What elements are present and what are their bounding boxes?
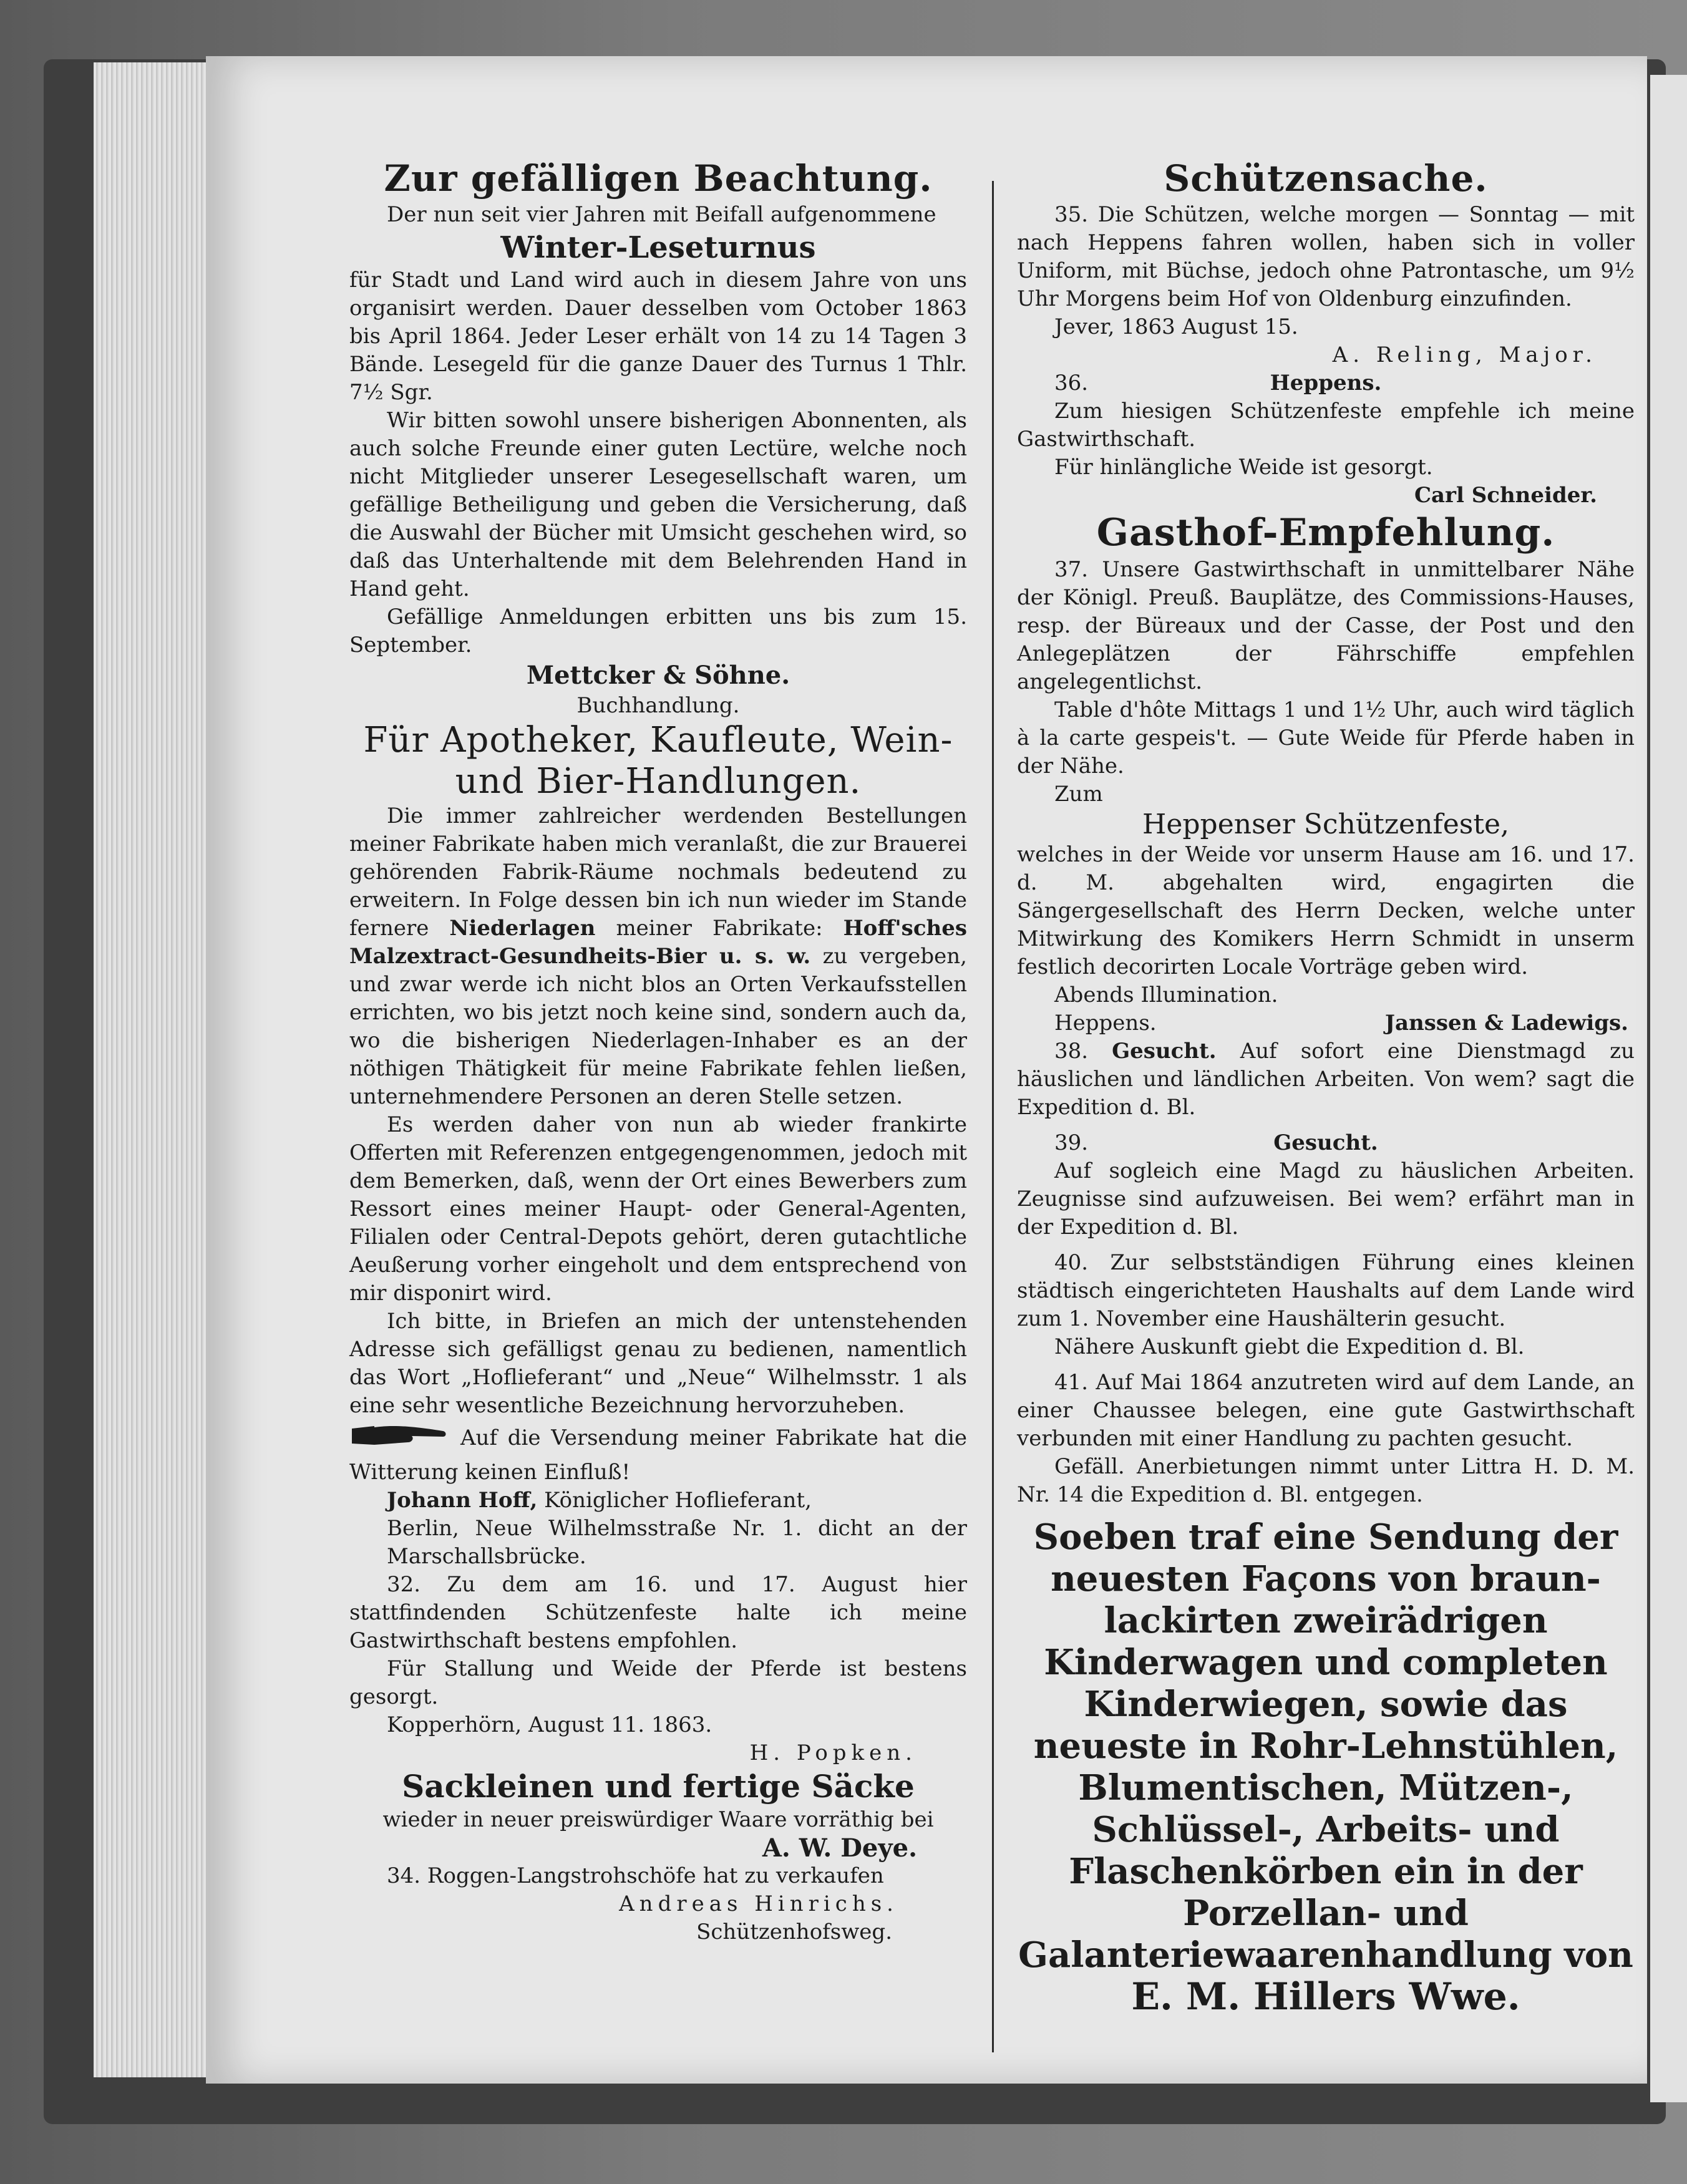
ad-body: Gefäll. Anerbietungen nimmt unter Littra H. D. M. Nr. 14 die Expedition d. Bl. entgegen. bbox=[1017, 1454, 1635, 1507]
pointing-hand-icon bbox=[349, 1420, 449, 1458]
ad-body: Zum hiesigen Schützenfeste empfehle ich meine Gastwirthschaft. bbox=[1017, 399, 1635, 452]
ad-body: Soeben traf eine Sendung der neuesten Façons von braun-lackirten zweirädrigen Kinderwagen und completen Kinderwiegen, sowie das neueste in Rohr-Lehnstühlen, Blumentischen, Mützen-, Schlüssel-, Arbeits- und Flaschenkörben ein in der Porzellan- und Galanteriewaarenhandlung von bbox=[1018, 1517, 1633, 1976]
ad-signature-sub: Buchhandlung. bbox=[576, 693, 740, 718]
ad-body: 37. Unsere Gastwirthschaft in unmittelbarer Nähe der Königl. Preuß. Bauplätze, des Commissions-Hauses, resp. der Büreaux und der Casse, der Post und den Anlegeplätzen der Fährschiffe empfehlen angelegentlichst. bbox=[1017, 557, 1635, 694]
ad-signature: Mettcker & Söhne. bbox=[526, 661, 790, 690]
ad-place: Heppens. bbox=[1270, 371, 1382, 396]
ad-header bbox=[1017, 369, 1635, 397]
ad-deye bbox=[349, 1767, 967, 1862]
ad-body-bold: Niederlagen bbox=[449, 916, 596, 941]
ad-title: Gesucht. bbox=[1273, 1130, 1378, 1155]
ad-body: für Stadt und Land wird auch in diesem Jahre von uns organisirt werden. Dauer desselben vom October 1863 bis April 1864. Jeder Leser erhält von 14 zu 14 Tagen 3 Bände. Lesegeld für die ganze Dauer des Turnus 1 Thlr. 7½ Sgr. bbox=[349, 268, 967, 405]
ad-zum: Zum bbox=[1054, 782, 1103, 807]
ad-body: 35. Die Schützen, welche morgen — Sonntag — mit nach Heppens fahren wollen, haben sich in voller Uniform, mit Büchse, jedoch ohne Patrontasche, um 9½ Uhr Morgens beim Hof von Oldenburg einzufinden. bbox=[1017, 202, 1635, 311]
ad-signature: E. M. Hillers Wwe. bbox=[1131, 1975, 1520, 2019]
ad-header bbox=[1017, 1129, 1635, 1157]
ad-gasthof bbox=[1017, 510, 1635, 1037]
ad-signature-sub: Schützenhofsweg. bbox=[696, 1919, 892, 1944]
ad-signature: Carl Schneider. bbox=[1414, 483, 1597, 508]
column-rule bbox=[992, 181, 994, 2052]
ad-signature-name: Johann Hoff, bbox=[387, 1488, 538, 1513]
ad-body: Für Stallung und Weide der Pferde ist bestens gesorgt. bbox=[349, 1656, 967, 1709]
ad-title: Schützensache. bbox=[1164, 157, 1488, 200]
ad-title: Für Apotheker, Kaufleute, Wein- und Bier-Handlungen. bbox=[363, 720, 953, 802]
ad-schneider bbox=[1017, 369, 1635, 510]
ad-body: Auf sogleich eine Magd zu häuslichen Arbeiten. Zeugnisse sind aufzuweisen. Bei wem? erfährt man in der Expedition d. Bl. bbox=[1017, 1158, 1635, 1240]
ad-signature bbox=[349, 1487, 967, 1515]
ad-keyword: Gesucht. bbox=[1112, 1039, 1217, 1064]
ad-body: Table d'hôte Mittags 1 und 1½ Uhr, auch wird täglich à la carte gespeis't. — Gute Weide für Pferde haben in der Nähe. bbox=[1017, 697, 1635, 779]
ad-body: 34. Roggen-Langstrohschöfe hat zu verkaufen bbox=[387, 1863, 884, 1888]
ad-number: 36. bbox=[1054, 371, 1089, 396]
ad-body: Nähere Auskunft giebt die Expedition d. Bl. bbox=[1054, 1334, 1525, 1359]
ad-title: Gasthof-Empfehlung. bbox=[1096, 511, 1555, 555]
ad-schuetzensache bbox=[1017, 156, 1635, 369]
ad-signature: A. W. Deye. bbox=[762, 1833, 917, 1863]
ad-body bbox=[349, 802, 967, 1111]
ad-signature: A. Reling, Major. bbox=[1332, 342, 1597, 367]
left-column bbox=[349, 156, 967, 1946]
ad-title: Zur gefälligen Beachtung. bbox=[384, 157, 933, 200]
ad-title: Sackleinen und fertige Säcke bbox=[402, 1768, 915, 1805]
ad-notice-text: Auf die Versendung meiner Fabrikate hat die Witterung keinen Einfluß! bbox=[349, 1425, 967, 1485]
ad-gesucht-39 bbox=[1017, 1129, 1635, 1241]
ad-subtitle: Heppenser Schützenfeste, bbox=[1142, 808, 1510, 840]
ad-intro: Der nun seit vier Jahren mit Beifall aufgenommene bbox=[387, 202, 936, 227]
ad-body-text: zu vergeben, und zwar werde ich nicht blos an Orten Verkaufsstellen errichten, wo bis jetzt noch keine sind, sondern auch da, wo die bisherigen Niederlagen-Inhaber es an der nöthigen Thätigkeit für meine Fabrikate fehlen ließen, unternehmendere Personen an deren Stelle setzen. bbox=[349, 944, 967, 1109]
ad-signature-line bbox=[1017, 1009, 1635, 1037]
ad-place-date: Jever, 1863 August 15. bbox=[1054, 314, 1298, 339]
ad-address: Berlin, Neue Wilhelmsstraße Nr. 1. dicht an der Marschallsbrücke. bbox=[387, 1516, 967, 1569]
ad-place-date: Kopperhörn, August 11. 1863. bbox=[387, 1712, 712, 1737]
ad-hinrichs bbox=[349, 1862, 967, 1946]
ad-body: wieder in neuer preiswürdiger Waare vorräthig bei bbox=[382, 1807, 934, 1832]
ad-subtitle: Winter-Leseturnus bbox=[500, 230, 816, 265]
ad-signature-title: Königlicher Hoflieferant, bbox=[544, 1488, 812, 1513]
ad-body: Wir bitten sowohl unsere bisherigen Abonnenten, als auch solche Freunde einer guten Lectüre, welche noch nicht Mitglieder unserer Lesegesellschaft waren, um gefällige Betheiligung und geben die Versicherung, daß die Auswahl der Bücher mit Umsicht geschehen wird, so daß das Unterhaltende mit dem Belehrenden Hand in Hand geht. bbox=[349, 408, 967, 601]
ad-signature: Andreas Hinrichs. bbox=[619, 1891, 898, 1916]
ad-body: Für hinlängliche Weide ist gesorgt. bbox=[1054, 455, 1433, 480]
ad-gastwirthschaft-pacht bbox=[1017, 1369, 1635, 1509]
ad-notice bbox=[349, 1420, 967, 1487]
ad-body: Ich bitte, in Briefen an mich der untenstehenden Adresse sich gefälligst genau zu bedienen, namentlich das Wort „Hoflieferant“ und „Neue“ Wilhelmsstr. 1 als eine sehr wesentliche Bezeichnung hervorzuheben. bbox=[349, 1309, 967, 1418]
ad-signature: H. Popken. bbox=[749, 1740, 917, 1765]
ad-place: Heppens. bbox=[1054, 1011, 1157, 1036]
ad-number: 38. bbox=[1054, 1039, 1089, 1064]
ad-gesucht-38 bbox=[1017, 1037, 1635, 1122]
ad-haushaelterin bbox=[1017, 1249, 1635, 1361]
ad-number: 39. bbox=[1054, 1130, 1089, 1155]
ad-body: welches in der Weide vor unserm Hause am 16. und 17. d. M. abgehalten wird, engagirten die Sängergesellschaft des Herrn Decken, welche unter Mitwirkung des Komikers Herrn Schmidt in unserm festlich decorirten Locale Vorträge geben wird. bbox=[1017, 842, 1635, 979]
ad-body: 40. Zur selbstständigen Führung eines kleinen städtisch eingerichteten Haushalts auf dem Lande wird zum 1. November eine Haushälterin gesucht. bbox=[1017, 1250, 1635, 1331]
ad-hillers bbox=[1017, 1517, 1635, 2018]
ad-body: Gefällige Anmeldungen erbitten uns bis zum 15. September. bbox=[349, 604, 967, 658]
ad-hoff bbox=[349, 720, 967, 1571]
ad-body: Abends Illumination. bbox=[1054, 983, 1278, 1007]
ad-body: 32. Zu dem am 16. und 17. August hier stattfindenden Schützenfeste halte ich meine Gastwirthschaft bestens empfohlen. bbox=[349, 1572, 967, 1653]
ad-lesezirkel bbox=[349, 156, 967, 720]
ad-popken bbox=[349, 1571, 967, 1767]
ad-body-text: meiner Fabrikate: bbox=[616, 916, 823, 941]
ad-body: 41. Auf Mai 1864 anzutreten wird auf dem Lande, an einer Chaussee belegen, eine gute Gastwirthschaft verbunden mit einer Handlung zu pachten gesucht. bbox=[1017, 1370, 1635, 1451]
ad-body-bold: Hoff'sches Malzextract-Gesundheits-Bier u. s. w. bbox=[349, 916, 968, 969]
ad-body bbox=[1017, 1037, 1635, 1122]
ad-body-text: Die immer zahlreicher werdenden Bestellungen meiner Fabrikate haben mich veranlaßt, die zur Brauerei gehörenden Fabrik-Räume nochmals bedeutend zu erweitern. In Folge dessen bin ich nun wieder im Stande fernere bbox=[349, 803, 967, 941]
ad-body-text: Auf sofort eine Dienstmagd zu häuslichen und ländlichen Arbeiten. Von wem? sagt die Expedition d. Bl. bbox=[1017, 1039, 1635, 1120]
next-page-edge bbox=[1650, 75, 1687, 2102]
right-column bbox=[1017, 156, 1635, 2018]
ad-body: Es werden daher von nun ab wieder frankirte Offerten mit Referenzen entgegengenommen, jedoch mit dem Bemerken, daß, wenn der Ort eines Bewerbers zum Ressort eines meiner Haupt- oder General-Agenten, Filialen oder Central-Depots gehört, deren gutachtliche Aeußerung vorher eingeholt und dem entsprechend von mir disponirt wird. bbox=[349, 1112, 967, 1306]
ad-signature: Janssen & Ladewigs. bbox=[1384, 1011, 1628, 1036]
